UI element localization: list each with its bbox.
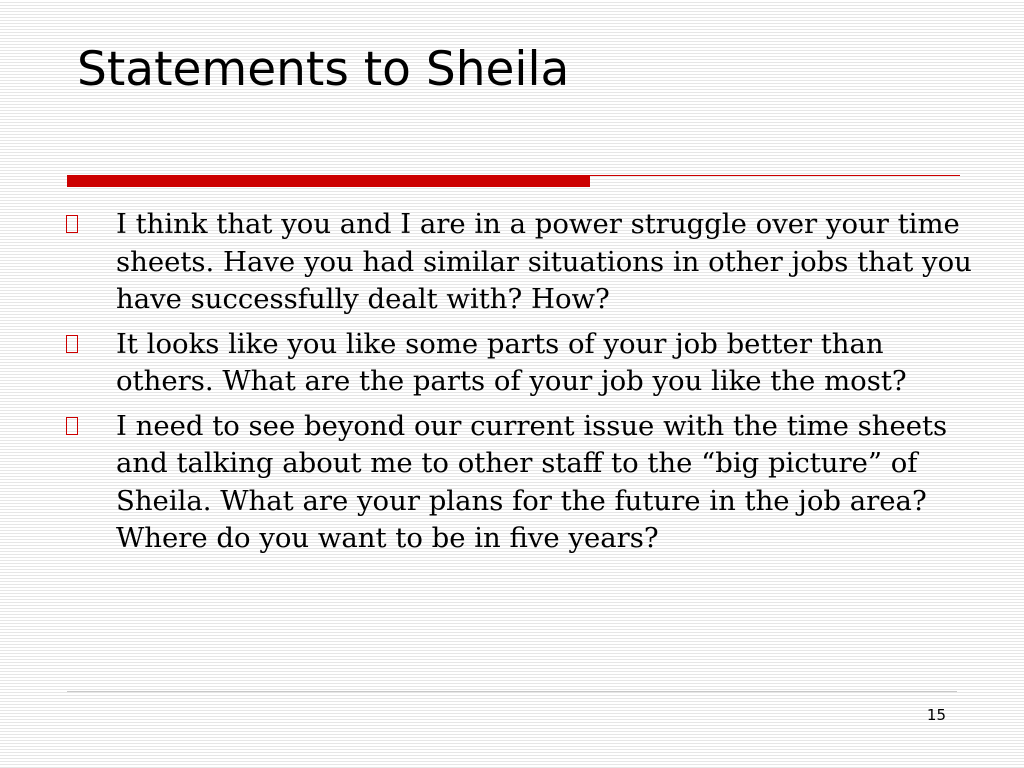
bullet-text: I think that you and I are in a power struggle over your time sheets. Have you had similar situations in other jobs that you have successfully dealt with? How? (116, 208, 972, 315)
title-underline-bar (67, 175, 590, 187)
bullet-text: It looks like you like some parts of your job better than others. What are the parts of your job you like the most? (116, 327, 907, 397)
bullet-item (64, 326, 974, 401)
square-bullet-icon (66, 335, 78, 353)
footer-divider (67, 691, 957, 692)
bullet-item (64, 206, 974, 319)
bullet-item (64, 408, 974, 558)
square-bullet-icon (66, 417, 78, 435)
slide-title: Statements to Sheila (77, 42, 570, 97)
bullet-list (64, 206, 974, 565)
square-bullet-icon (66, 215, 78, 233)
slide-number: 15 (926, 706, 946, 724)
bullet-text: I need to see beyond our current issue with the time sheets and talking about me to other staff to the “big picture” of Sheila. What are your plans for the future in the job area? Where do you want to be in five years? (116, 409, 948, 554)
